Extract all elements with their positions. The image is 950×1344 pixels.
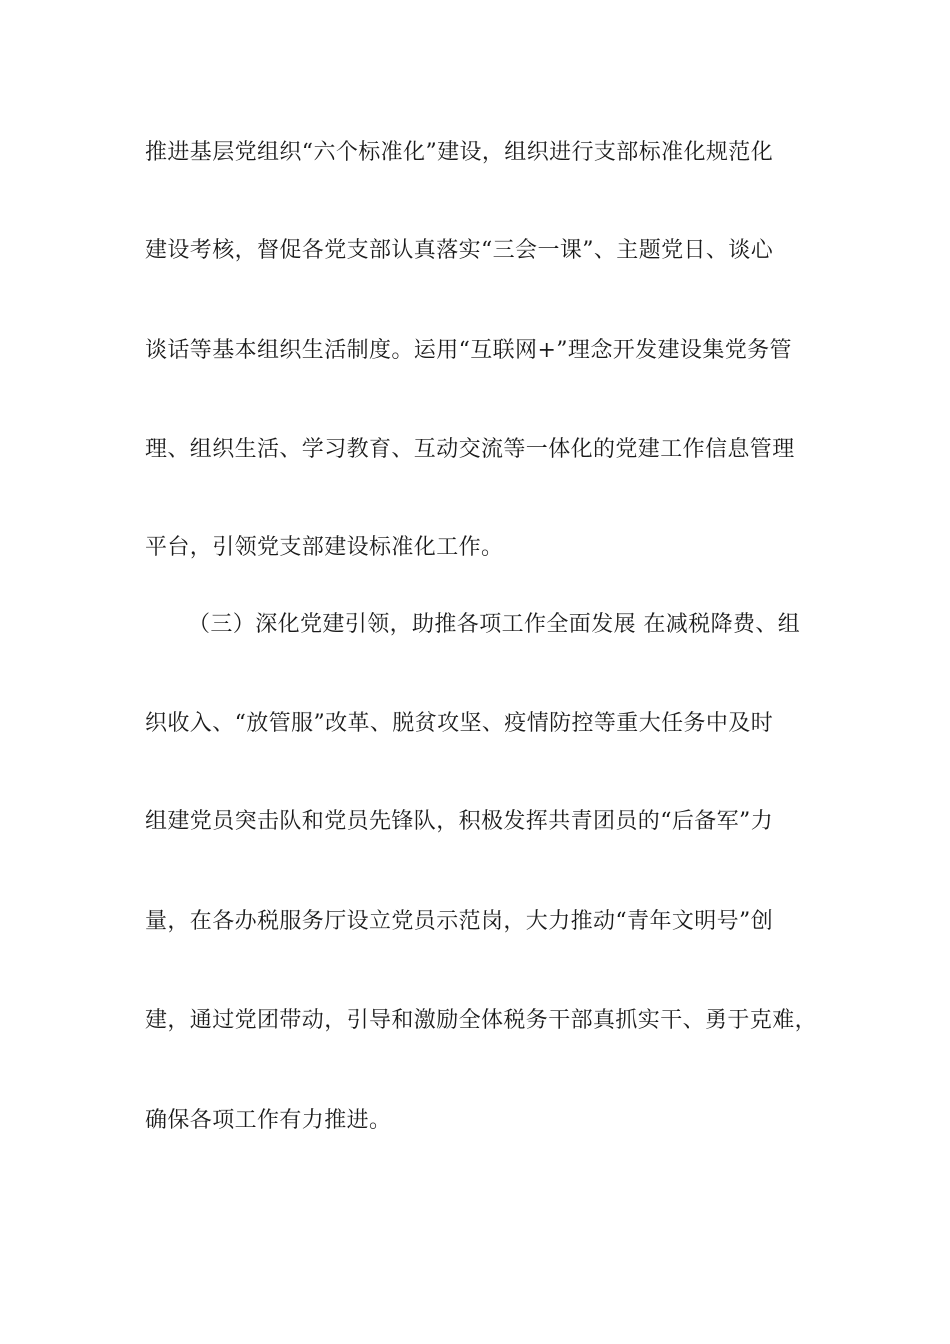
text-line: 平台，引领党支部建设标准化工作。: [145, 535, 504, 560]
text-line: 理、组织生活、学习教育、互动交流等一体化的党建工作信息管理: [145, 437, 795, 462]
text-line: 量，在各办税服务厅设立党员示范岗，大力推动“青年文明号”创: [145, 909, 774, 934]
text-line: 确保各项工作有力推进。: [145, 1108, 392, 1133]
text-line: 织收入、“放管服”改革、脱贫攻坚、疫情防控等重大任务中及时: [145, 711, 774, 736]
text-line: 组建党员突击队和党员先锋队，积极发挥共青团员的“后备军”力: [145, 809, 774, 834]
text-line: 建，通过党团带动，引导和激励全体税务干部真抓实干、勇于克难，: [145, 1008, 818, 1033]
text-line: 推进基层党组织“六个标准化”建设，组织进行支部标准化规范化: [145, 140, 774, 165]
section-heading-line: （三）深化党建引领，助推各项工作全面发展 在减税降费、组: [188, 612, 801, 637]
text-line: 谈话等基本组织生活制度。运用“互联网+”理念开发建设集党务管: [145, 338, 792, 363]
text-line: 建设考核，督促各党支部认真落实“三会一课”、主题党日、谈心: [145, 238, 774, 263]
